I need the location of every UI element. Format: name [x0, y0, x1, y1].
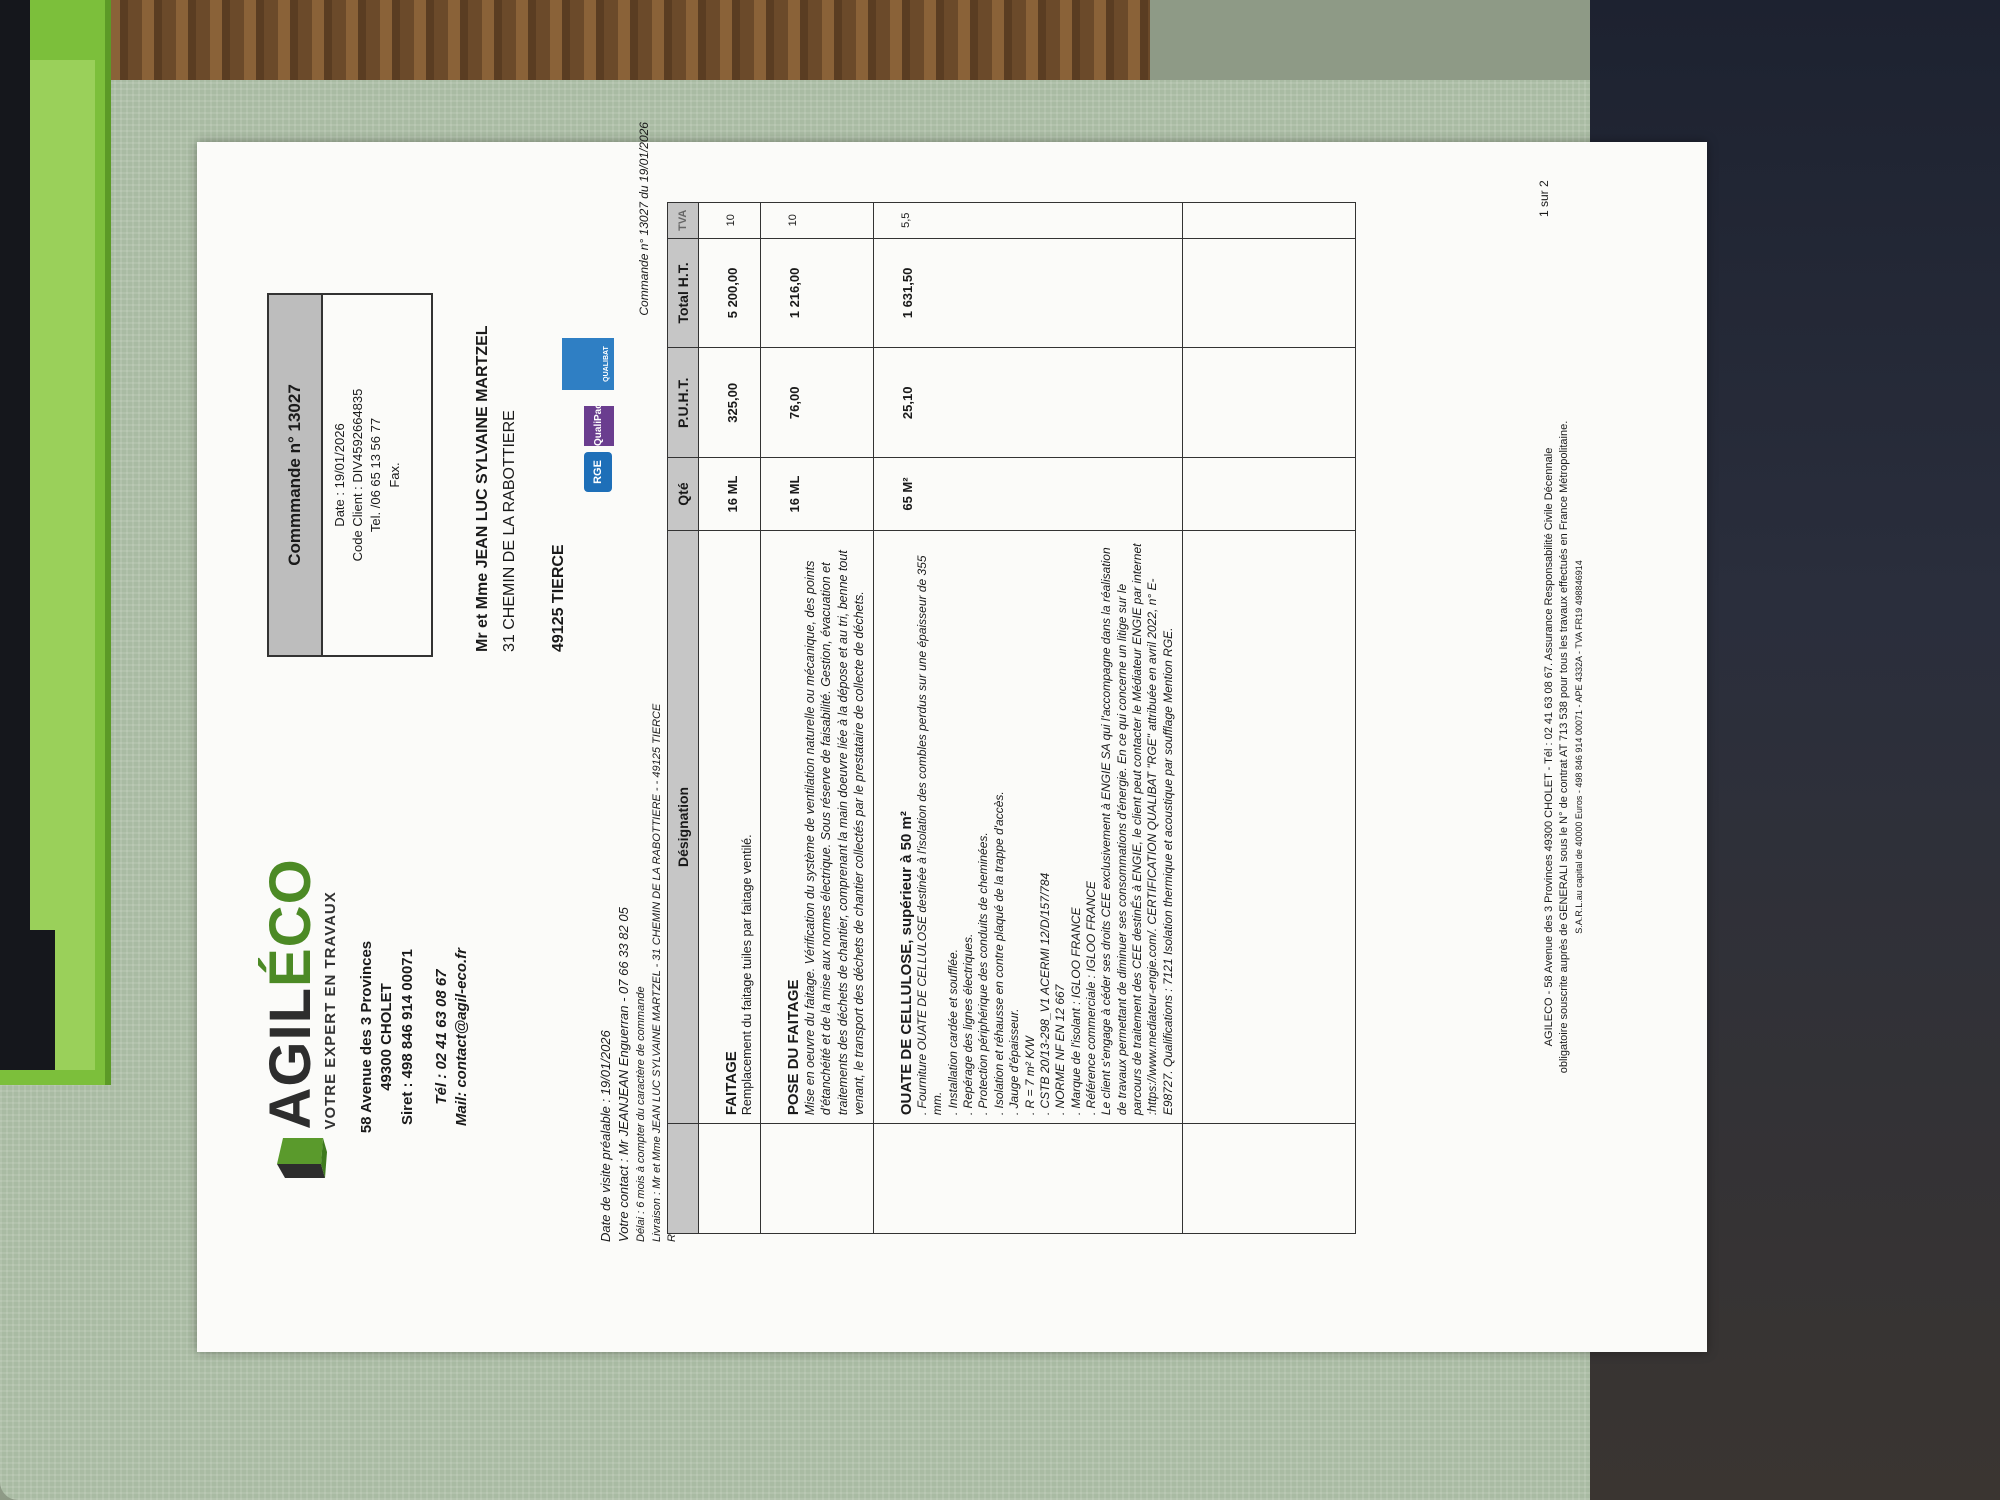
client-street: 31 CHEMIN DE LA RABOTTIERE [501, 410, 519, 652]
row-qty: 65 M² [874, 458, 1183, 531]
client-name: Mr et Mme JEAN LUC SYLVAINE MARTZEL [474, 325, 491, 652]
item-text: Mise en oeuvre du faitage. Vérification du système de ventilation naturelle ou mécanique, des points d'étanchéité et de la mise aux normes électrique. Sous réserve de faisabilité. Gestion, évacuation et traitements des déchets de chantier, comprenant la main doeuvre liée à la dépose et au tri, benne tout venant, le transport des déchets de chantier collectés par le prestataire de collecte de déchets. [803, 550, 866, 1116]
company-siret: Siret : 498 846 914 00071 [398, 949, 416, 1125]
client-fax: Fax. [386, 462, 402, 488]
item-subtitle: Remplacement du faitage tuiles par faitage ventilé. [740, 834, 754, 1116]
row-blank [1183, 203, 1356, 239]
row-unit-price: 25,10 [874, 348, 1183, 458]
row-blank [1183, 458, 1356, 531]
order-lines-table [667, 202, 1356, 1234]
item-line: Le client s'engage à céder ses droits CEE exclusivement à ENGIE SA qui l'accompagne dans la réalisation de travaux permettant de diminuer ses consommations d'énergie. En ce qui concerne un litige sur le parcours de traitement des CEE destinÉs à ENGIE, le client peut contacter le Médiateur ENGIE par internet :https://www.mediateur-engie.com/. CERTIFICATION QUALIBAT "RGE" attribuée en avril 2022, n° E-E98727. Qualifications : 7121 Isolation thermique et acoustique par soufflage Mention RGE. [1099, 543, 1175, 1116]
row-total: 5 200,00 [699, 238, 761, 348]
item-line: . CSTB 20/13-298_V1 ACERMI 12/D/157/784 [1037, 872, 1052, 1116]
row-blank [874, 1124, 1183, 1234]
item-title: POSE DU FAITAGE [785, 979, 802, 1116]
row-vat: 5,5 [874, 203, 1183, 239]
company-address1: 58 Avenue des 3 Provinces [358, 940, 375, 1134]
row-unit-price: 325,00 [699, 348, 761, 458]
item-line: . Repérage des lignes électriques. [961, 933, 976, 1116]
order-box [267, 293, 433, 657]
company-logo [258, 858, 339, 1182]
item-line: . Protection périphérique des conduits de cheminées. [976, 832, 991, 1116]
row-total: 1 631,50 [874, 238, 1183, 348]
brand-tagline: VOTRE EXPERT EN TRAVAUX [322, 891, 339, 1130]
row-blank [699, 1124, 761, 1234]
visit-date: Date de visite préalable : 19/01/2026 [598, 1030, 613, 1242]
order-details [323, 295, 404, 655]
qualipac-logo: QualiPac [584, 406, 614, 446]
item-line: . R = 7 m² K/W [1022, 1036, 1037, 1116]
row-vat: 10 [761, 203, 874, 239]
header-vat: TVA [668, 203, 699, 239]
row-qty: 16 ML [699, 458, 761, 531]
table-row [874, 203, 1183, 1234]
client-city: 49125 TIERCE [550, 544, 568, 652]
row-vat: 10 [699, 203, 761, 239]
company-mail: Mail: contact@agil-eco.fr [453, 948, 470, 1126]
document-footer [1542, 202, 1585, 1292]
row-designation [874, 530, 1183, 1123]
black-card-corner [0, 930, 55, 1070]
book-logo-icon [275, 1134, 327, 1182]
order-document [197, 122, 1707, 1352]
row-total: 1 216,00 [761, 238, 874, 348]
footer-line2: obligatoire souscrite auprès de GENERALI sous le N° de contrat AT 713 538 pour tous les travaux effectués en France Métropolitaine. [1558, 420, 1571, 1074]
delay: Délai : 6 mois à compter du caractère de commande [634, 986, 647, 1242]
item-lines [915, 539, 1176, 1115]
item-title: OUATE DE CELLULOSE, supérieur à 50 m² [898, 811, 915, 1116]
row-designation [699, 530, 761, 1123]
header-designation: Désignation [668, 530, 699, 1123]
row-blank [1183, 348, 1356, 458]
qualibat-logo: QUALIBAT [562, 338, 614, 390]
header-blank [668, 1124, 699, 1234]
row-blank [1183, 1124, 1356, 1234]
item-line: . Fourniture OUATE DE CELLULOSE destinée à l'isolation des combles perdus sur une épaisseur de 355 mm. [915, 555, 945, 1116]
brand-name [258, 858, 323, 1130]
row-designation [761, 530, 874, 1123]
contact: Votre contact : Mr JEANJEAN Enguerran - 07 66 33 82 05 [616, 907, 632, 1242]
footer-line3: S.A.R.L.au capital de 40000 Euros - 498 846 914 00071 - APE 4332A - TVA FR19 498846914 [1573, 560, 1584, 934]
brand-name-part2: ÉCO [258, 858, 323, 987]
order-number: Commmande n° 13027 [269, 295, 323, 655]
black-card [0, 0, 30, 1060]
document-wrapper [197, 122, 1707, 1352]
brand-name-part1: AGIL [258, 987, 323, 1130]
row-qty: 16 ML [761, 458, 874, 531]
delivery: Livraison : Mr et Mme JEAN LUC SYLVAINE MARTZEL - 31 CHEMIN DE LA RABOTTIERE - - 49125 TIERCE [650, 703, 663, 1242]
client-tel: Tel. /06 65 13 56 77 [368, 417, 384, 533]
rge-logo: RGE [584, 452, 612, 492]
header-unit-price: P.U.H.T. [668, 348, 699, 458]
item-line: . Référence commerciale : IGLOO FRANCE [1083, 881, 1098, 1116]
table-header [668, 203, 699, 1234]
client-address-block [469, 325, 573, 652]
table-row [761, 203, 874, 1234]
certification-logos [562, 338, 614, 492]
company-address-block [357, 912, 472, 1162]
brand [258, 858, 339, 1130]
table-row-empty [1183, 203, 1356, 1234]
row-blank [1183, 530, 1356, 1123]
page-number: 1 sur 2 [1537, 180, 1551, 217]
row-unit-price: 76,00 [761, 348, 874, 458]
header-total: Total H.T. [668, 238, 699, 348]
company-address2: 49300 CHOLET [378, 983, 396, 1091]
item-line: . Jauge d'épaisseur. [1007, 1008, 1022, 1116]
row-blank [1183, 238, 1356, 348]
row-blank [761, 1124, 874, 1234]
item-line: . Marque de l'isolant : IGLOO FRANCE [1068, 907, 1083, 1116]
item-line: . Isolation et réhausse en contre plaqué de la trappe d'accès. [991, 791, 1006, 1116]
company-tel: Tél : 02 41 63 08 67 [432, 969, 450, 1105]
order-reference-line: Commande n° 13027 du 19/01/2026 [637, 122, 651, 316]
client-code: Code Client : DIV4592664835 [350, 388, 366, 562]
item-title: FAITAGE [723, 1051, 740, 1116]
item-line: . Installation cardée et soufflée. [945, 949, 960, 1116]
table-row [699, 203, 761, 1234]
item-line: . NORME NF EN 12 667 [1053, 984, 1068, 1116]
footer-line1: AGILECO - 58 Avenue des 3 Provinces 49300 CHOLET - Tél : 02 41 63 08 67. Assurance Responsabilité Civile Décennale [1543, 447, 1555, 1047]
header-qty: Qté [668, 458, 699, 531]
order-date: Date : 19/01/2026 [332, 423, 347, 527]
